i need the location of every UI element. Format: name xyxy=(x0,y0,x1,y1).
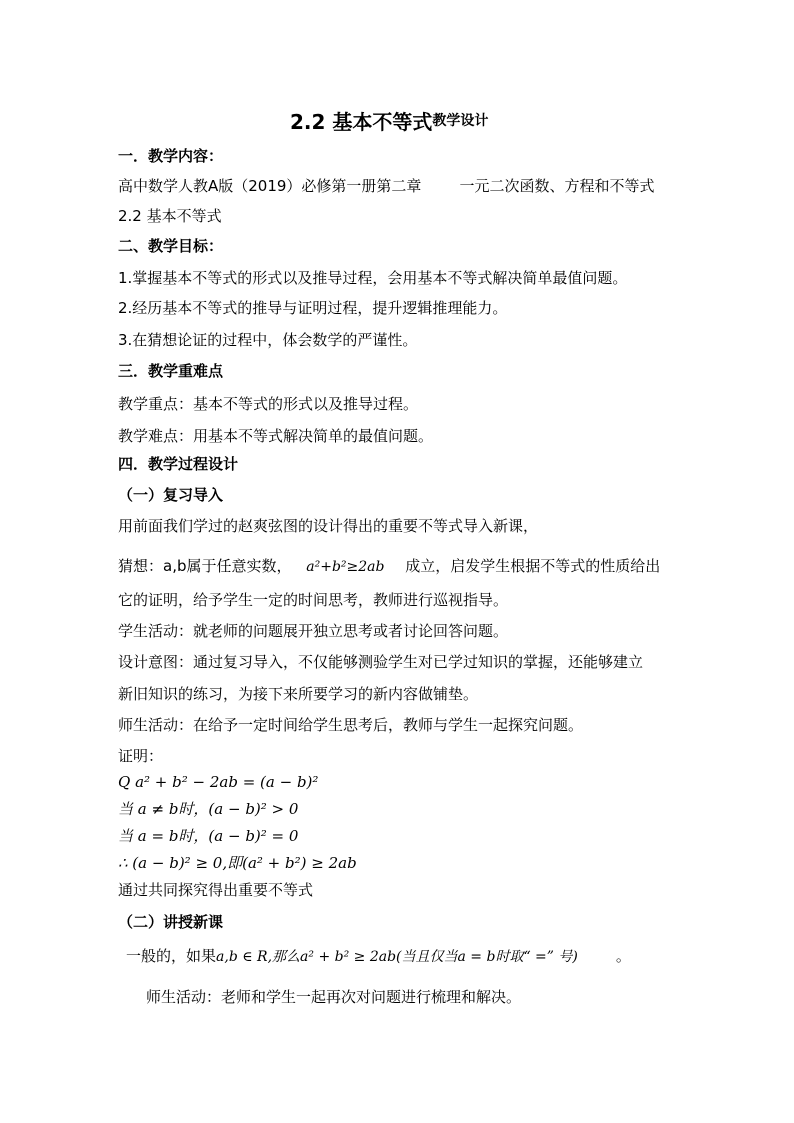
goal-item-1: 1.掌握基本不等式的形式以及推导过程，会用基本不等式解决简单最值问题。 xyxy=(118,269,628,287)
content-line1 xyxy=(118,176,654,196)
key-point: 教学重点：基本不等式的形式以及推导过程。 xyxy=(118,395,419,413)
content-line1-part1: 高中数学人教A版（2019）必修第一册第二章 xyxy=(118,177,422,195)
title-main: 2.2 基本不等式 xyxy=(290,110,433,134)
difficulty-point: 教学难点：用基本不等式解决简单的最值问题。 xyxy=(118,427,434,445)
title-sub: 教学设计 xyxy=(432,113,489,129)
subsection1-heading: （一）复习导入 xyxy=(118,486,224,504)
paragraph-intro: 用前面我们学过的赵爽弦图的设计得出的重要不等式导入新课， xyxy=(118,517,539,535)
paragraph-design-intent: 设计意图：通过复习导入，不仅能够测验学生对已学过知识的掌握，还能够建立 xyxy=(118,653,644,671)
section4-heading: 四．教学过程设计 xyxy=(118,455,239,473)
document-title xyxy=(290,106,488,135)
paragraph-conclusion: 通过共同探究得出重要不等式 xyxy=(118,881,314,899)
paragraph-conjecture xyxy=(118,556,660,577)
section1-heading: 一．教学内容： xyxy=(118,147,224,165)
section2-heading: 二、教学目标： xyxy=(118,237,224,255)
goal-item-2: 2.经历基本不等式的推导与证明过程，提升逻辑推理能力。 xyxy=(118,299,508,317)
theorem-formula: a,b ∈ R,那么a² + b² ≥ 2ab(当且仅当a = b时取“ =” 号) xyxy=(216,949,578,965)
paragraph-activity-final: 师生活动：老师和学生一起再次对问题进行梳理和解决。 xyxy=(146,988,522,1006)
conjecture-part1: 猜想：a,b属于任意实数， xyxy=(118,557,292,575)
content-line1-part2: 一元二次函数、方程和不等式 xyxy=(459,177,655,195)
conjecture-formula: a²+b²≥2ab xyxy=(306,559,385,575)
proof-line-1: Q a² + b² − 2ab = (a − b)² xyxy=(118,773,319,791)
theorem-part1: 一般的，如果 xyxy=(126,947,217,965)
proof-line-2: 当 a ≠ b时，(a − b)² > 0 xyxy=(118,800,299,818)
paragraph-proof-guide: 它的证明，给予学生一定的时间思考，教师进行巡视指导。 xyxy=(118,591,509,609)
paragraph-design-intent-cont: 新旧知识的练习，为接下来所要学习的新内容做铺垫。 xyxy=(118,685,479,703)
proof-label: 证明： xyxy=(118,747,164,765)
paragraph-teacher-activity: 师生活动：在给予一定时间给学生思考后，教师与学生一起探究问题。 xyxy=(118,716,584,734)
paragraph-student-activity: 学生活动：就老师的问题展开独立思考或者讨论回答问题。 xyxy=(118,622,509,640)
proof-line-3: 当 a = b时，(a − b)² = 0 xyxy=(118,827,299,845)
proof-line-4: ∴ (a − b)² ≥ 0,即(a² + b²) ≥ 2ab xyxy=(118,854,357,872)
theorem-end: 。 xyxy=(615,947,631,965)
section3-heading: 三．教学重难点 xyxy=(118,362,224,380)
subsection2-heading: （二）讲授新课 xyxy=(118,913,224,931)
paragraph-theorem xyxy=(126,946,631,967)
content-line2: 2.2 基本不等式 xyxy=(118,207,222,225)
goal-item-3: 3.在猜想论证的过程中，体会数学的严谨性。 xyxy=(118,331,418,349)
conjecture-part2: 成立，启发学生根据不等式的性质给出 xyxy=(405,557,661,575)
